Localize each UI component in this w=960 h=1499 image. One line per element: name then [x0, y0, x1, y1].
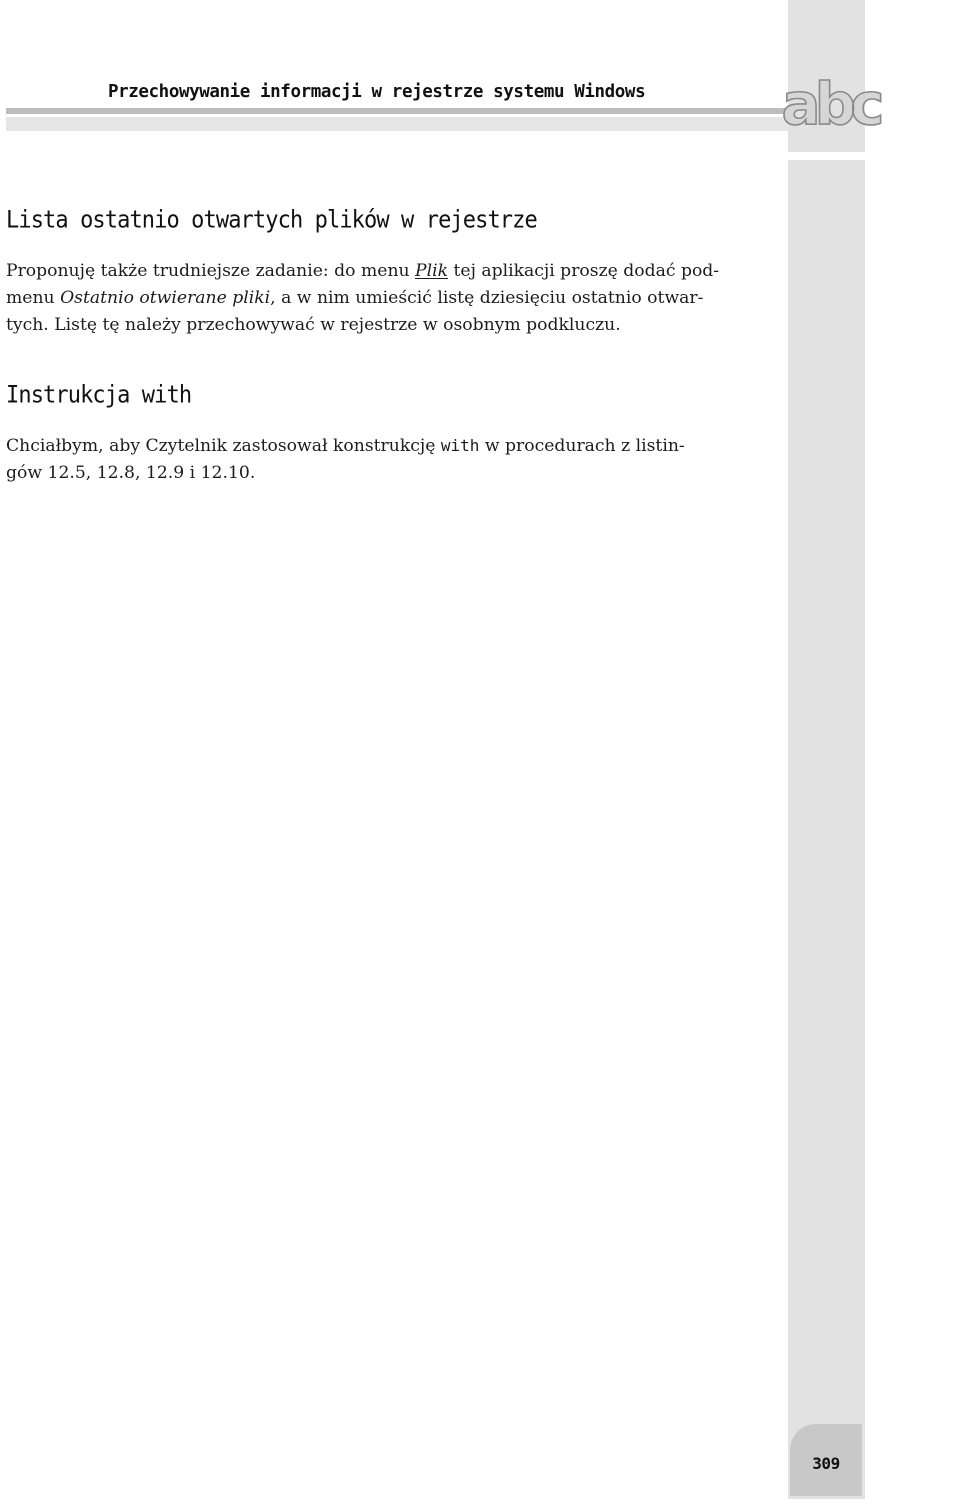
abc-logo — [770, 68, 890, 138]
page-number: 309 — [812, 1453, 840, 1473]
header-rule — [6, 108, 788, 114]
section-heading-with: Instrukcja with — [6, 382, 192, 409]
submenu-name: Ostatnio otwierane pliki — [60, 288, 271, 308]
gutter-notch — [788, 152, 865, 160]
section-heading-recent-files: Lista ostatnio otwartych plików w rejestrze — [6, 207, 537, 234]
page-number-tab — [790, 1424, 862, 1496]
text-line: Proponuję także trudniejsze zadanie: do menu Plik tej aplikacji proszę dodać pod- — [6, 261, 720, 281]
code-keyword: with — [440, 436, 480, 455]
text-line: tych. Listę tę należy przechowywać w rejestrze w osobnym podkluczu. — [6, 315, 621, 335]
abc-logo-icon — [770, 68, 890, 138]
text-line: Chciałbym, aby Czytelnik zastosował konstrukcję with w procedurach z listin- — [6, 436, 685, 456]
header-rule-shade — [6, 117, 788, 131]
paragraph-with — [6, 432, 784, 487]
logo-text: abc — [781, 70, 879, 138]
paragraph-recent-files — [6, 258, 784, 339]
text-line: menu Ostatnio otwierane pliki, a w nim umieścić listę dziesięciu ostatnio otwar- — [6, 288, 704, 308]
menu-name: Plik — [415, 261, 449, 281]
running-header: Przechowywanie informacji w rejestrze systemu Windows — [108, 82, 646, 102]
text-line: gów 12.5, 12.8, 12.9 i 12.10. — [6, 463, 256, 483]
page-gutter — [788, 0, 865, 1499]
